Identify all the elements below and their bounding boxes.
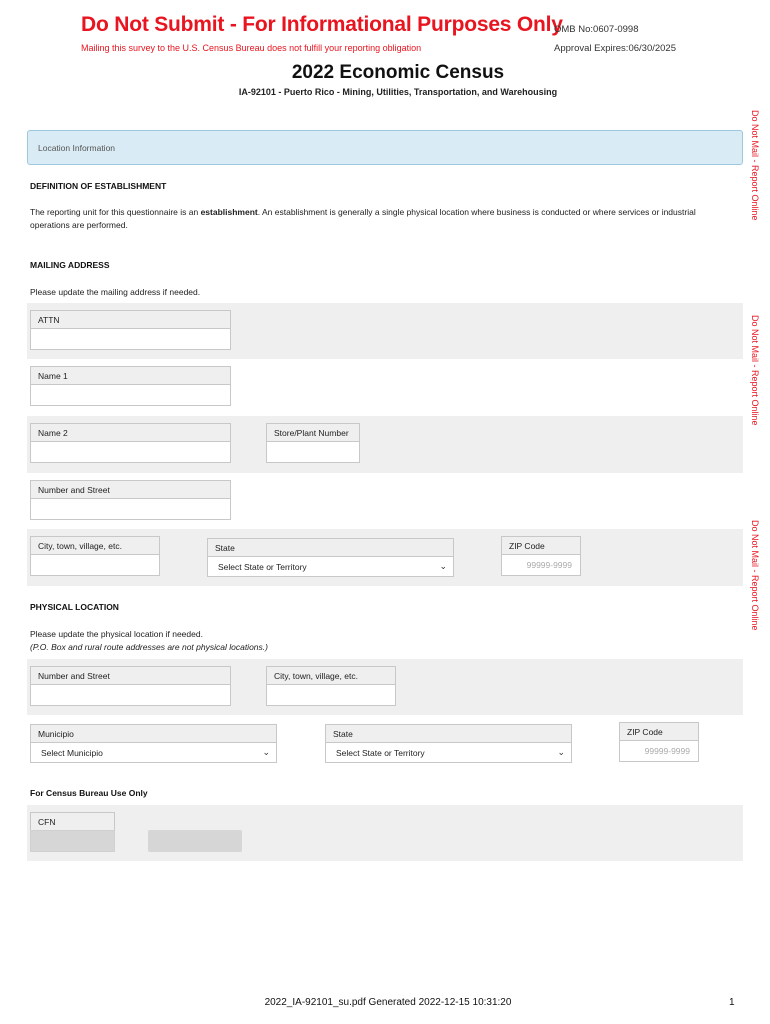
name2-input[interactable] <box>30 441 231 463</box>
physical-zip-field <box>619 722 699 762</box>
cfn-field <box>30 812 115 852</box>
physical-note <box>30 641 268 654</box>
mailing-street-field <box>30 480 231 520</box>
form-band <box>27 805 743 861</box>
attn-label: ATTN <box>30 310 231 328</box>
physical-zip-label: ZIP Code <box>619 722 699 740</box>
municipio-field <box>30 724 277 763</box>
mailing-city-label: City, town, village, etc. <box>30 536 160 554</box>
cfn-input <box>30 830 115 852</box>
definition-heading: DEFINITION OF ESTABLISHMENT <box>30 181 167 191</box>
name2-field <box>30 423 231 463</box>
mailing-zip-field <box>501 536 581 576</box>
mailing-state-field <box>207 538 454 577</box>
physical-street-input[interactable] <box>30 684 231 706</box>
chevron-down-icon: ⌄ <box>262 747 270 757</box>
do-not-submit-title: Do Not Submit - For Informational Purposes Only <box>81 13 563 36</box>
physical-zip-input[interactable]: 99999-9999 <box>619 740 699 762</box>
footer-file-info: 2022_IA-92101_su.pdf Generated 2022-12-15 10:31:20 <box>264 997 512 1008</box>
census-use-heading: For Census Bureau Use Only <box>30 788 148 798</box>
approval-expires: Approval Expires:06/30/2025 <box>554 43 676 54</box>
physical-note-text: (P.O. Box and rural route addresses are not physical locations.) <box>30 642 268 652</box>
side-note: Do Not Mail - Report Online <box>750 315 760 426</box>
physical-city-label: City, town, village, etc. <box>266 666 396 684</box>
mailing-zip-label: ZIP Code <box>501 536 581 554</box>
name1-input[interactable] <box>30 384 231 406</box>
municipio-select[interactable] <box>30 742 277 763</box>
definition-bold-word: establishment <box>200 207 258 217</box>
physical-city-field <box>266 666 396 706</box>
cfn-secondary-box <box>148 830 242 852</box>
cfn-label: CFN <box>30 812 115 830</box>
name1-label: Name 1 <box>30 366 231 384</box>
store-plant-field <box>266 423 360 463</box>
definition-text-part: The reporting unit for this questionnaire is an <box>30 207 201 217</box>
side-note: Do Not Mail - Report Online <box>750 520 760 631</box>
definition-text <box>30 206 730 232</box>
mailing-instruction: Please update the mailing address if needed. <box>30 287 201 297</box>
attn-input[interactable] <box>30 328 231 350</box>
mailing-address-heading: MAILING ADDRESS <box>30 260 110 270</box>
physical-city-input[interactable] <box>266 684 396 706</box>
mailing-warning: Mailing this survey to the U.S. Census Bureau does not fulfill your reporting obligation <box>81 43 422 53</box>
physical-state-label: State <box>325 724 572 742</box>
physical-location-heading: PHYSICAL LOCATION <box>30 602 119 612</box>
attn-field <box>30 310 231 350</box>
physical-instruction: Please update the physical location if needed. <box>30 629 203 639</box>
mailing-state-label: State <box>207 538 454 556</box>
mailing-state-select-value: Select State or Territory <box>218 562 307 572</box>
physical-street-field <box>30 666 231 706</box>
omb-number: OMB No:0607-0998 <box>554 24 639 35</box>
definition-text-part: . An establishment is generally a single physical location where business is conducted or where services or industrial operations are performed. <box>30 207 696 230</box>
mailing-state-select[interactable] <box>207 556 454 577</box>
mailing-city-input[interactable] <box>30 554 160 576</box>
chevron-down-icon: ⌄ <box>557 747 565 757</box>
store-plant-input[interactable] <box>266 441 360 463</box>
mailing-city-field <box>30 536 160 576</box>
chevron-down-icon: ⌄ <box>439 561 447 571</box>
mailing-street-input[interactable] <box>30 498 231 520</box>
page-number: 1 <box>729 997 735 1008</box>
municipio-select-value: Select Municipio <box>41 748 103 758</box>
municipio-label: Municipio <box>30 724 277 742</box>
mailing-zip-input[interactable]: 99999-9999 <box>501 554 581 576</box>
store-plant-label: Store/Plant Number <box>266 423 360 441</box>
name2-label: Name 2 <box>30 423 231 441</box>
mailing-street-label: Number and Street <box>30 480 231 498</box>
physical-street-label: Number and Street <box>30 666 231 684</box>
physical-state-select-value: Select State or Territory <box>336 748 425 758</box>
form-subtitle: IA-92101 - Puerto Rico - Mining, Utilities, Transportation, and Warehousing <box>238 87 558 97</box>
physical-state-select[interactable] <box>325 742 572 763</box>
physical-state-field <box>325 724 572 763</box>
location-information-banner: Location Information <box>27 130 743 165</box>
side-note: Do Not Mail - Report Online <box>750 110 760 221</box>
name1-field <box>30 366 231 406</box>
page-title: 2022 Economic Census <box>291 62 505 83</box>
